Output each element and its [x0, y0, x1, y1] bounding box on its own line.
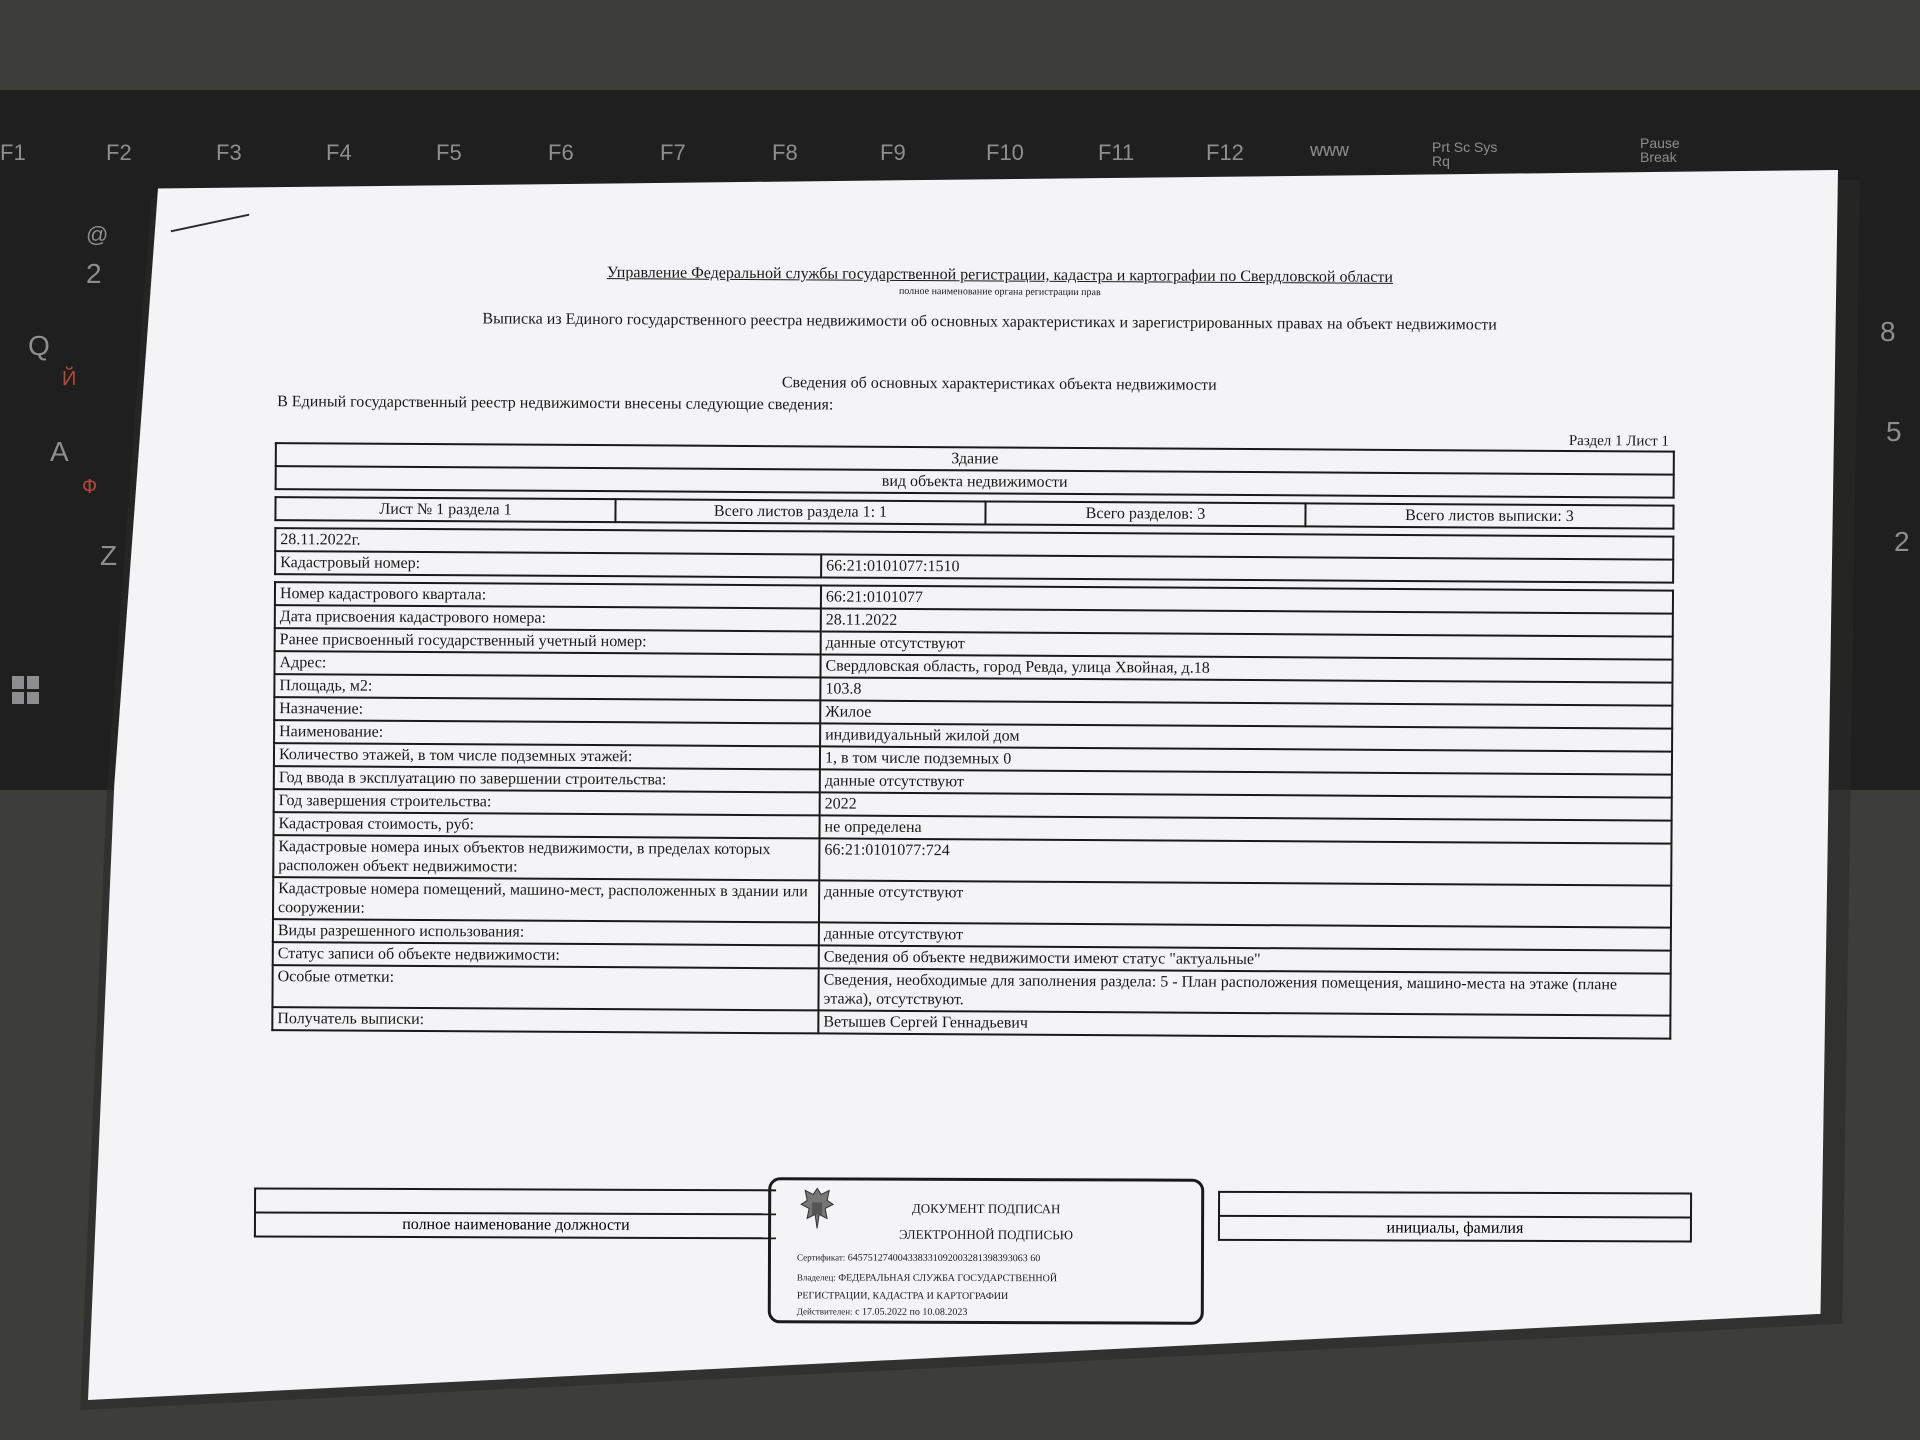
row-label: Ранее присвоенный государственный учетный номер: — [275, 628, 821, 654]
row-value: данные отсутствуют — [819, 880, 1671, 927]
org-name: Управление Федеральной службы государственной регистрации, кадастра и картографии по Свердловской области — [606, 264, 1394, 286]
row-label: Площадь, м2: — [274, 674, 820, 700]
key-2: 2 — [86, 258, 102, 289]
row-value: 28.11.2022 — [821, 608, 1673, 636]
row-value: Сведения, необходимые для заполнения раздела: 5 - План расположения помещения, машино-места на этаже (плане этажа), отсутствуют. — [818, 968, 1670, 1015]
object-type-caption: вид объекта недвижимости — [276, 466, 1674, 498]
stamp-valid — [797, 1306, 968, 1318]
row-value: 103.8 — [820, 677, 1672, 705]
row-label: Дата присвоения кадастрового номера: — [275, 605, 821, 631]
row-label: Статус записи об объекте недвижимости: — [273, 942, 819, 968]
row-value: данные отсутствуют — [821, 631, 1673, 659]
windows-key-icon — [12, 676, 40, 704]
sheet-number: Лист № 1 раздела 1 — [275, 497, 615, 522]
fkey: Pause Break — [1640, 135, 1680, 165]
row-label: Год ввода в эксплуатацию по завершении строительства: — [274, 766, 820, 792]
owner-value: ФЕДЕРАЛЬНАЯ СЛУЖБА ГОСУДАРСТВЕННОЙ — [838, 1272, 1058, 1285]
key-a: A — [50, 436, 69, 467]
row-label: Получатель выписки: — [272, 1007, 818, 1033]
name-label: инициалы, фамилия — [1386, 1219, 1524, 1237]
row-value: 66:21:0101077:724 — [819, 838, 1671, 885]
row-value: данные отсутствуют — [820, 769, 1672, 797]
row-label: Кадастровые номера помещений, машино-мест, расположенных в здании или сооружении: — [273, 877, 819, 922]
stamp-owner — [797, 1272, 1057, 1284]
key-q: Q — [28, 330, 50, 361]
cadastral-label: Кадастровый номер: — [275, 551, 821, 577]
fkey: F4 — [326, 140, 352, 165]
key-5: 5 — [1886, 416, 1902, 447]
row-value: Жилое — [820, 700, 1672, 728]
row-value: индивидуальный жилой дом — [820, 723, 1672, 751]
owner-key: Владелец: — [796, 1272, 836, 1283]
document-title: Выписка из Единого государственного реестра недвижимости об основных характеристиках и зарегистрированных правах на объект недвижимости — [482, 310, 1497, 334]
name-field — [1218, 1191, 1692, 1243]
row-value: не определена — [819, 815, 1671, 843]
section-title: Сведения об основных характеристиках объекта недвижимости — [781, 374, 1217, 394]
position-label: полное наименование должности — [402, 1216, 630, 1234]
fkey: F8 — [772, 140, 798, 165]
key-2-right: 2 — [1894, 526, 1910, 557]
cert-key: Сертификат: — [796, 1252, 846, 1263]
extract-date: 28.11.2022г. — [275, 528, 1673, 560]
row-value: Свердловская область, город Ревда, улица Хвойная, д.18 — [820, 654, 1672, 682]
fkey: Prt Sc Sys Rq — [1432, 139, 1498, 169]
fkey: F2 — [106, 140, 132, 165]
object-type-table — [275, 442, 1675, 499]
characteristics-table — [271, 581, 1674, 1040]
row-label: Номер кадастрового квартала: — [275, 582, 821, 608]
row-value: Сведения об объекте недвижимости имеют статус "актуальные" — [819, 945, 1671, 973]
fkey: www — [1310, 140, 1349, 160]
row-label: Виды разрешенного использования: — [273, 919, 819, 945]
cert-value: 645751274004338331092003281398393063 60 — [847, 1252, 1041, 1265]
valid-key: Действителен: — [796, 1306, 853, 1317]
fkey: F7 — [660, 140, 686, 165]
sheets-in-section: Всего листов раздела 1: 1 — [615, 499, 985, 524]
row-label: Кадастровая стоимость, руб: — [273, 812, 819, 838]
row-label: Наименование: — [274, 720, 820, 746]
sheets-total: Всего листов выписки: 3 — [1305, 503, 1673, 528]
row-value: 1, в том числе подземных 0 — [820, 746, 1672, 774]
e-signature-stamp — [768, 1177, 1205, 1325]
fkey: F1 — [0, 140, 26, 165]
stamp-owner-2: РЕГИСТРАЦИИ, КАДАСТРА И КАРТОГРАФИИ — [796, 1290, 1009, 1303]
row-label: Год завершения строительства: — [274, 789, 820, 815]
stamp-line1: ДОКУМЕНТ ПОДПИСАН — [911, 1200, 1061, 1217]
key-q-cyr: Й — [62, 368, 77, 390]
cadastral-value: 66:21:0101077:1510 — [821, 554, 1673, 582]
document — [255, 262, 1700, 1040]
fkey: F5 — [436, 140, 462, 165]
fkey: F11 — [1098, 140, 1135, 165]
fkey: F10 — [986, 140, 1024, 165]
object-type: Здание — [276, 443, 1674, 475]
key-at: @ — [86, 222, 109, 247]
row-value: данные отсутствуют — [819, 922, 1671, 950]
fkey: F12 — [1206, 140, 1244, 165]
fkey: F9 — [880, 140, 906, 165]
valid-value: с 17.05.2022 по 10.08.2023 — [855, 1306, 968, 1318]
key-z: Z — [100, 540, 118, 571]
fkey: F6 — [548, 140, 574, 165]
row-label: Количество этажей, в том числе подземных этажей: — [274, 743, 820, 769]
key-8: 8 — [1880, 316, 1896, 347]
fkey: F3 — [216, 140, 242, 165]
stamp-cert — [797, 1252, 1040, 1264]
org-caption: полное наименование органа регистрации прав — [898, 285, 1101, 299]
key-a-cyr: Ф — [82, 476, 98, 498]
stamp-line2: ЭЛЕКТРОННОЙ ПОДПИСЬЮ — [899, 1226, 1074, 1243]
row-label: Адрес: — [274, 651, 820, 677]
row-value: 2022 — [820, 792, 1672, 820]
row-label: Назначение: — [274, 697, 820, 723]
position-field — [254, 1187, 776, 1239]
row-value: Ветышев Сергей Геннадьевич — [818, 1010, 1670, 1038]
sections-total: Всего разделов: 3 — [985, 501, 1305, 526]
row-value: 66:21:0101077 — [821, 585, 1673, 613]
row-label: Кадастровые номера иных объектов недвижимости, в пределах которых расположен объект недвижимости: — [273, 835, 819, 880]
row-label: Особые отметки: — [272, 965, 818, 1010]
section-ref: Раздел 1 Лист 1 — [1568, 432, 1669, 450]
intro-text: В Единый государственный реестр недвижимости внесены следующие сведения: — [277, 393, 834, 414]
cadastral-table — [274, 527, 1674, 584]
